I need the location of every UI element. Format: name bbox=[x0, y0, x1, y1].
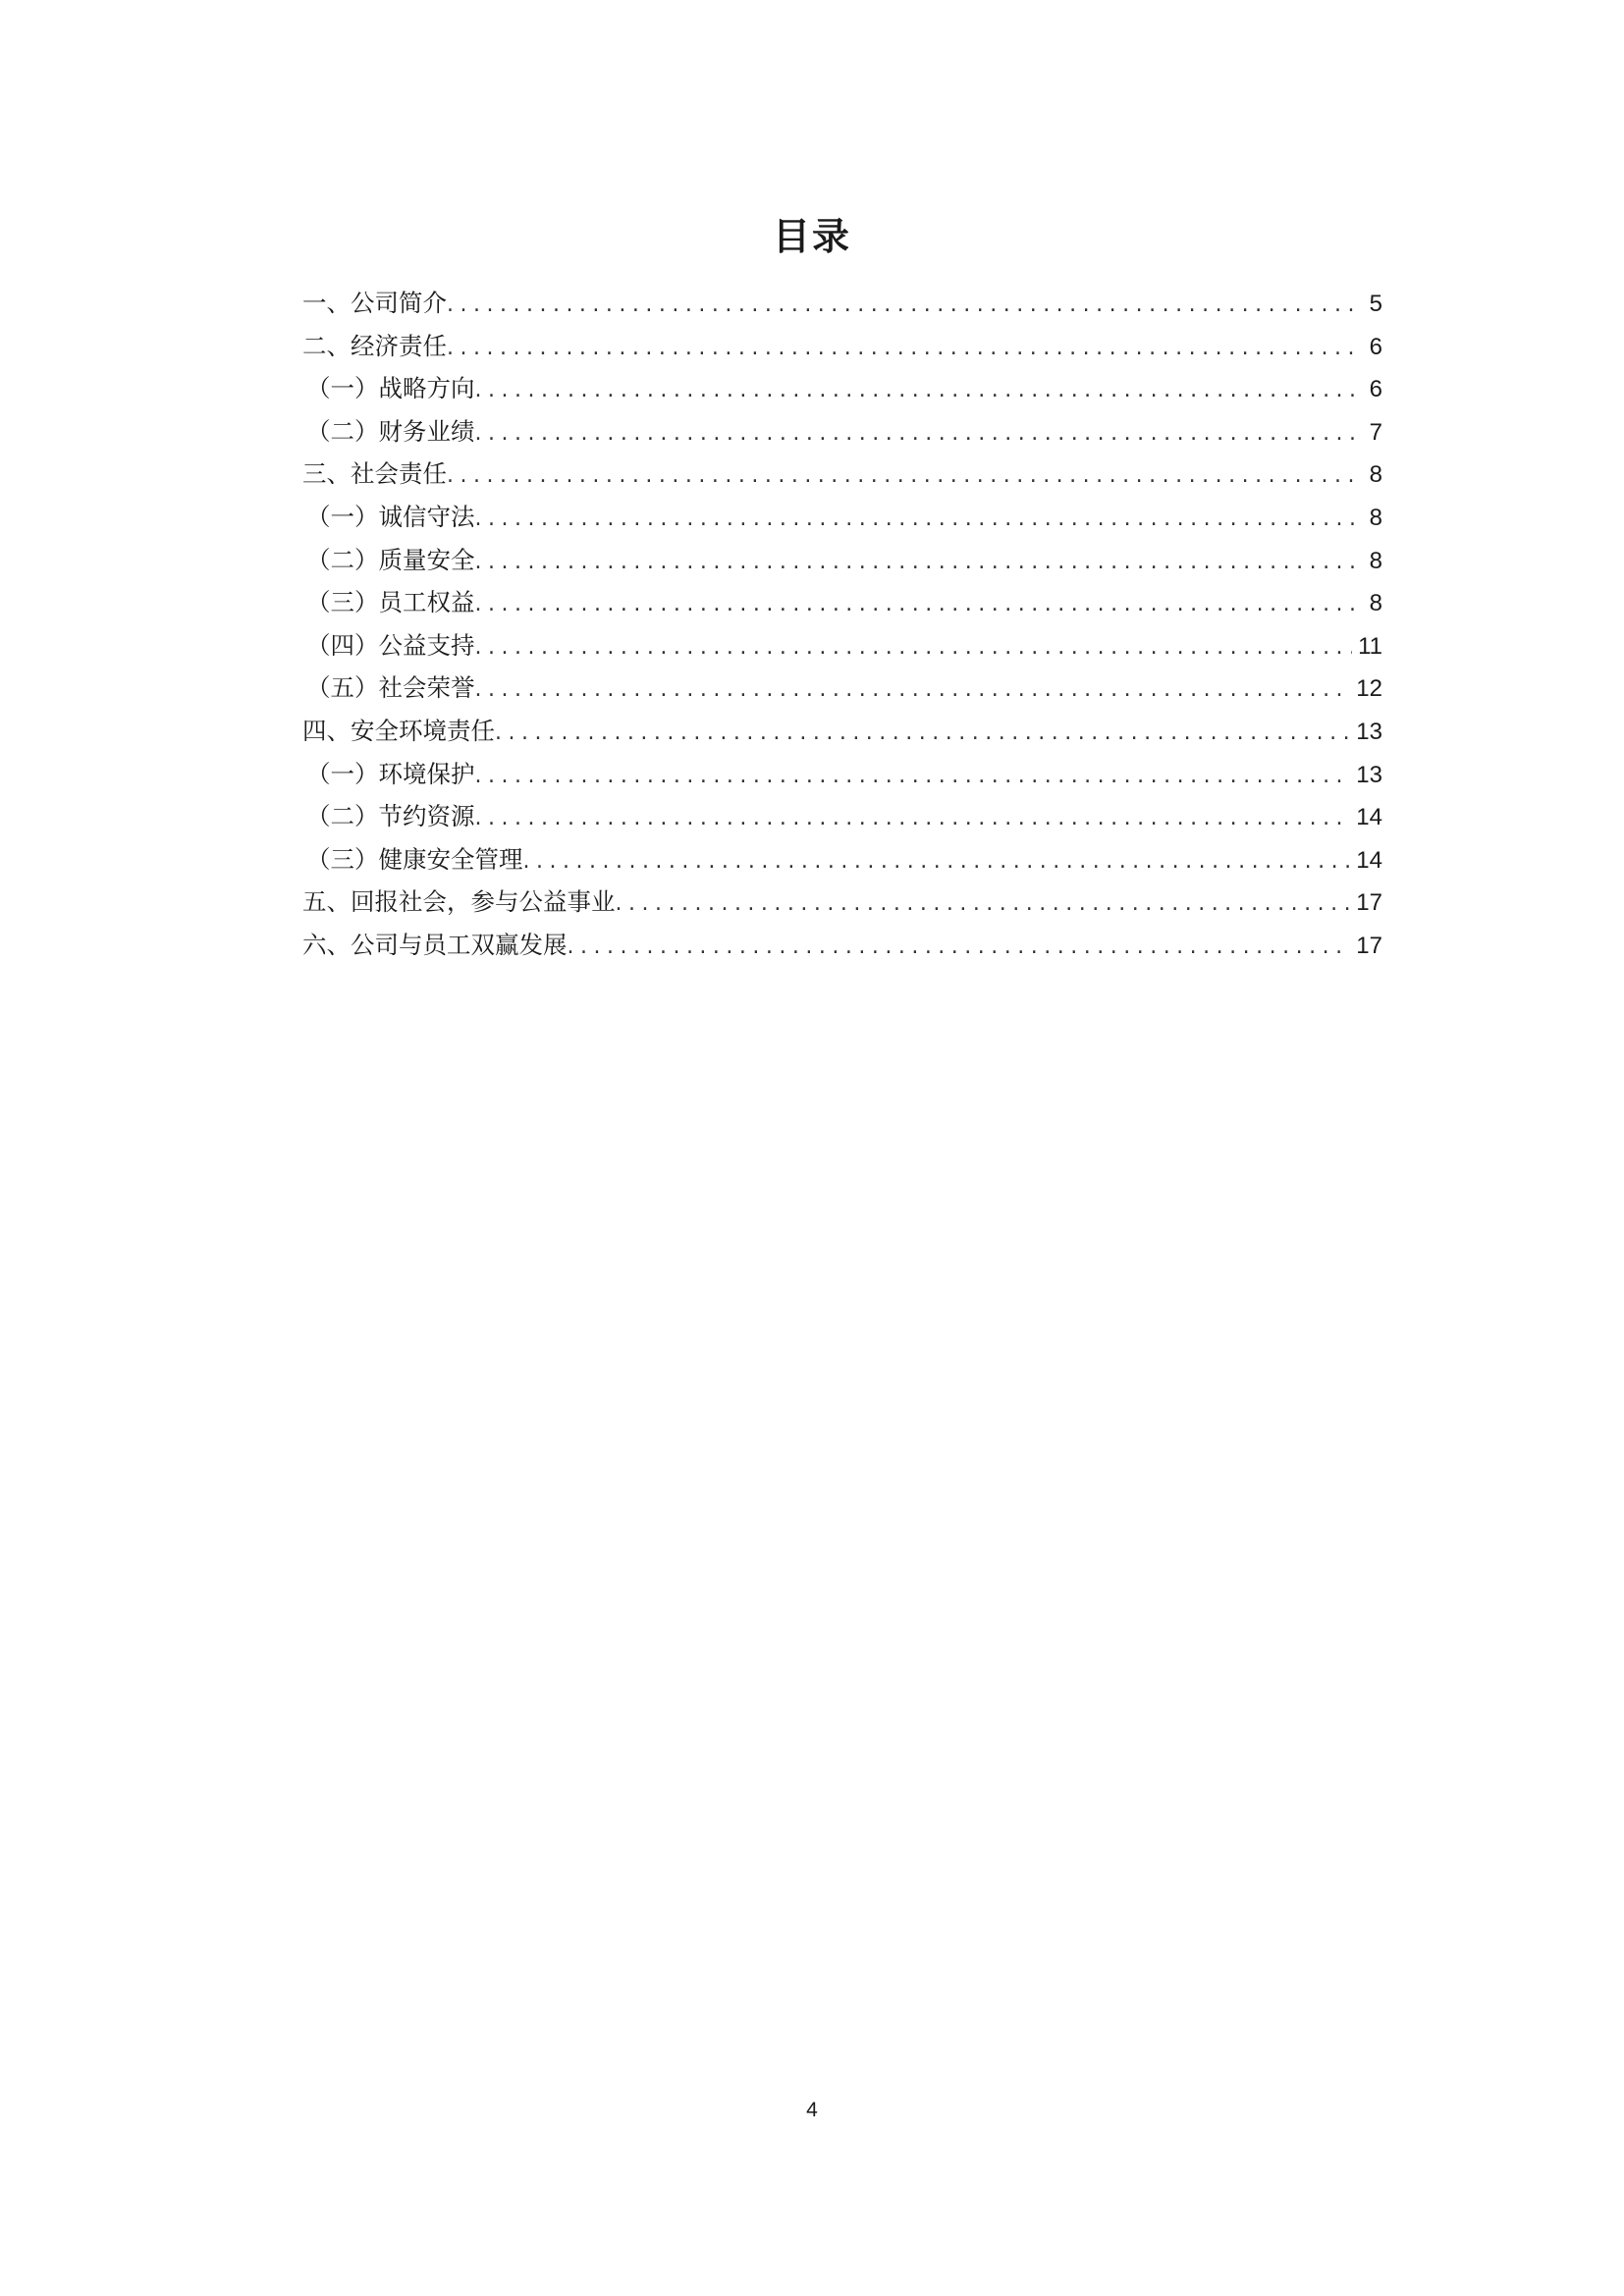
toc-entry-page: 13 bbox=[1356, 718, 1382, 745]
toc-entry-page: 6 bbox=[1369, 376, 1382, 403]
toc-entry[interactable] bbox=[302, 584, 1382, 627]
toc-dot-leader bbox=[475, 378, 1364, 402]
toc-entry[interactable] bbox=[302, 627, 1382, 670]
toc-entry-page: 8 bbox=[1369, 547, 1382, 574]
toc-entry-page: 14 bbox=[1356, 804, 1382, 831]
toc-entry-label: （四）公益支持 bbox=[306, 630, 475, 660]
toc-dot-leader bbox=[447, 463, 1363, 488]
toc-dot-leader bbox=[475, 592, 1364, 616]
toc-entry-label: 五、回报社会，参与公益事业 bbox=[302, 887, 616, 917]
toc-entry[interactable] bbox=[302, 455, 1382, 499]
toc-entry-label: （三）健康安全管理 bbox=[306, 844, 523, 874]
toc-dot-leader bbox=[475, 550, 1364, 574]
toc-entry-page: 7 bbox=[1369, 418, 1382, 446]
page-title: 目录 bbox=[772, 215, 851, 258]
toc-entry-page: 5 bbox=[1369, 291, 1382, 317]
toc-entry[interactable] bbox=[302, 713, 1382, 756]
toc-entry-page: 13 bbox=[1356, 761, 1382, 788]
toc-entry[interactable] bbox=[302, 798, 1382, 841]
toc-entry[interactable] bbox=[302, 756, 1382, 799]
toc-dot-leader bbox=[568, 934, 1351, 959]
toc-entry-label: （五）社会荣誉 bbox=[306, 673, 475, 703]
toc-entry-label: （二）质量安全 bbox=[306, 545, 475, 574]
toc-entry[interactable] bbox=[302, 669, 1382, 713]
toc-entry-page: 14 bbox=[1356, 846, 1382, 874]
toc-entry-label: （二）节约资源 bbox=[306, 802, 475, 831]
toc-entry[interactable] bbox=[302, 328, 1382, 371]
toc-entry-page: 8 bbox=[1369, 461, 1382, 489]
toc-entry-label: 二、经济责任 bbox=[302, 331, 447, 360]
toc-dot-leader bbox=[475, 806, 1351, 830]
toc-dot-leader bbox=[447, 293, 1363, 317]
toc-entry-page: 8 bbox=[1369, 504, 1382, 531]
toc-entry-page: 6 bbox=[1369, 333, 1382, 360]
toc-entry[interactable] bbox=[302, 499, 1382, 542]
toc-entry-label: （一）诚信守法 bbox=[306, 502, 475, 531]
toc-entry[interactable] bbox=[302, 370, 1382, 413]
toc-entry-label: 四、安全环境责任 bbox=[302, 716, 495, 745]
toc-dot-leader bbox=[616, 891, 1351, 916]
toc-dot-leader bbox=[475, 635, 1353, 660]
toc-entry[interactable] bbox=[302, 285, 1382, 328]
toc-dot-leader bbox=[475, 507, 1364, 531]
toc-entry[interactable] bbox=[302, 542, 1382, 585]
toc-entry-page: 12 bbox=[1356, 675, 1382, 703]
toc-entry-page: 11 bbox=[1358, 632, 1382, 660]
toc-entry-page: 17 bbox=[1356, 889, 1382, 917]
toc-entry[interactable] bbox=[302, 841, 1382, 884]
page-number: 4 bbox=[806, 2099, 818, 2121]
toc-dot-leader bbox=[475, 421, 1364, 446]
toc-entry-page: 8 bbox=[1369, 590, 1382, 617]
toc-dot-leader bbox=[523, 849, 1351, 874]
table-of-contents bbox=[302, 285, 1382, 970]
toc-entry-label: （二）财务业绩 bbox=[306, 416, 475, 446]
toc-entry[interactable] bbox=[302, 927, 1382, 970]
toc-entry-label: 一、公司简介 bbox=[302, 289, 447, 317]
toc-entry-page: 17 bbox=[1356, 932, 1382, 959]
toc-entry-label: 六、公司与员工双赢发展 bbox=[302, 930, 568, 959]
toc-entry[interactable] bbox=[302, 413, 1382, 456]
toc-dot-leader bbox=[475, 764, 1351, 788]
toc-entry-label: （三）员工权益 bbox=[306, 588, 475, 617]
toc-entry[interactable] bbox=[302, 883, 1382, 927]
toc-dot-leader bbox=[447, 336, 1363, 360]
toc-dot-leader bbox=[495, 721, 1350, 745]
toc-entry-label: （一）环境保护 bbox=[306, 759, 475, 788]
toc-dot-leader bbox=[475, 677, 1351, 702]
toc-entry-label: 三、社会责任 bbox=[302, 459, 447, 489]
toc-entry-label: （一）战略方向 bbox=[306, 374, 475, 403]
